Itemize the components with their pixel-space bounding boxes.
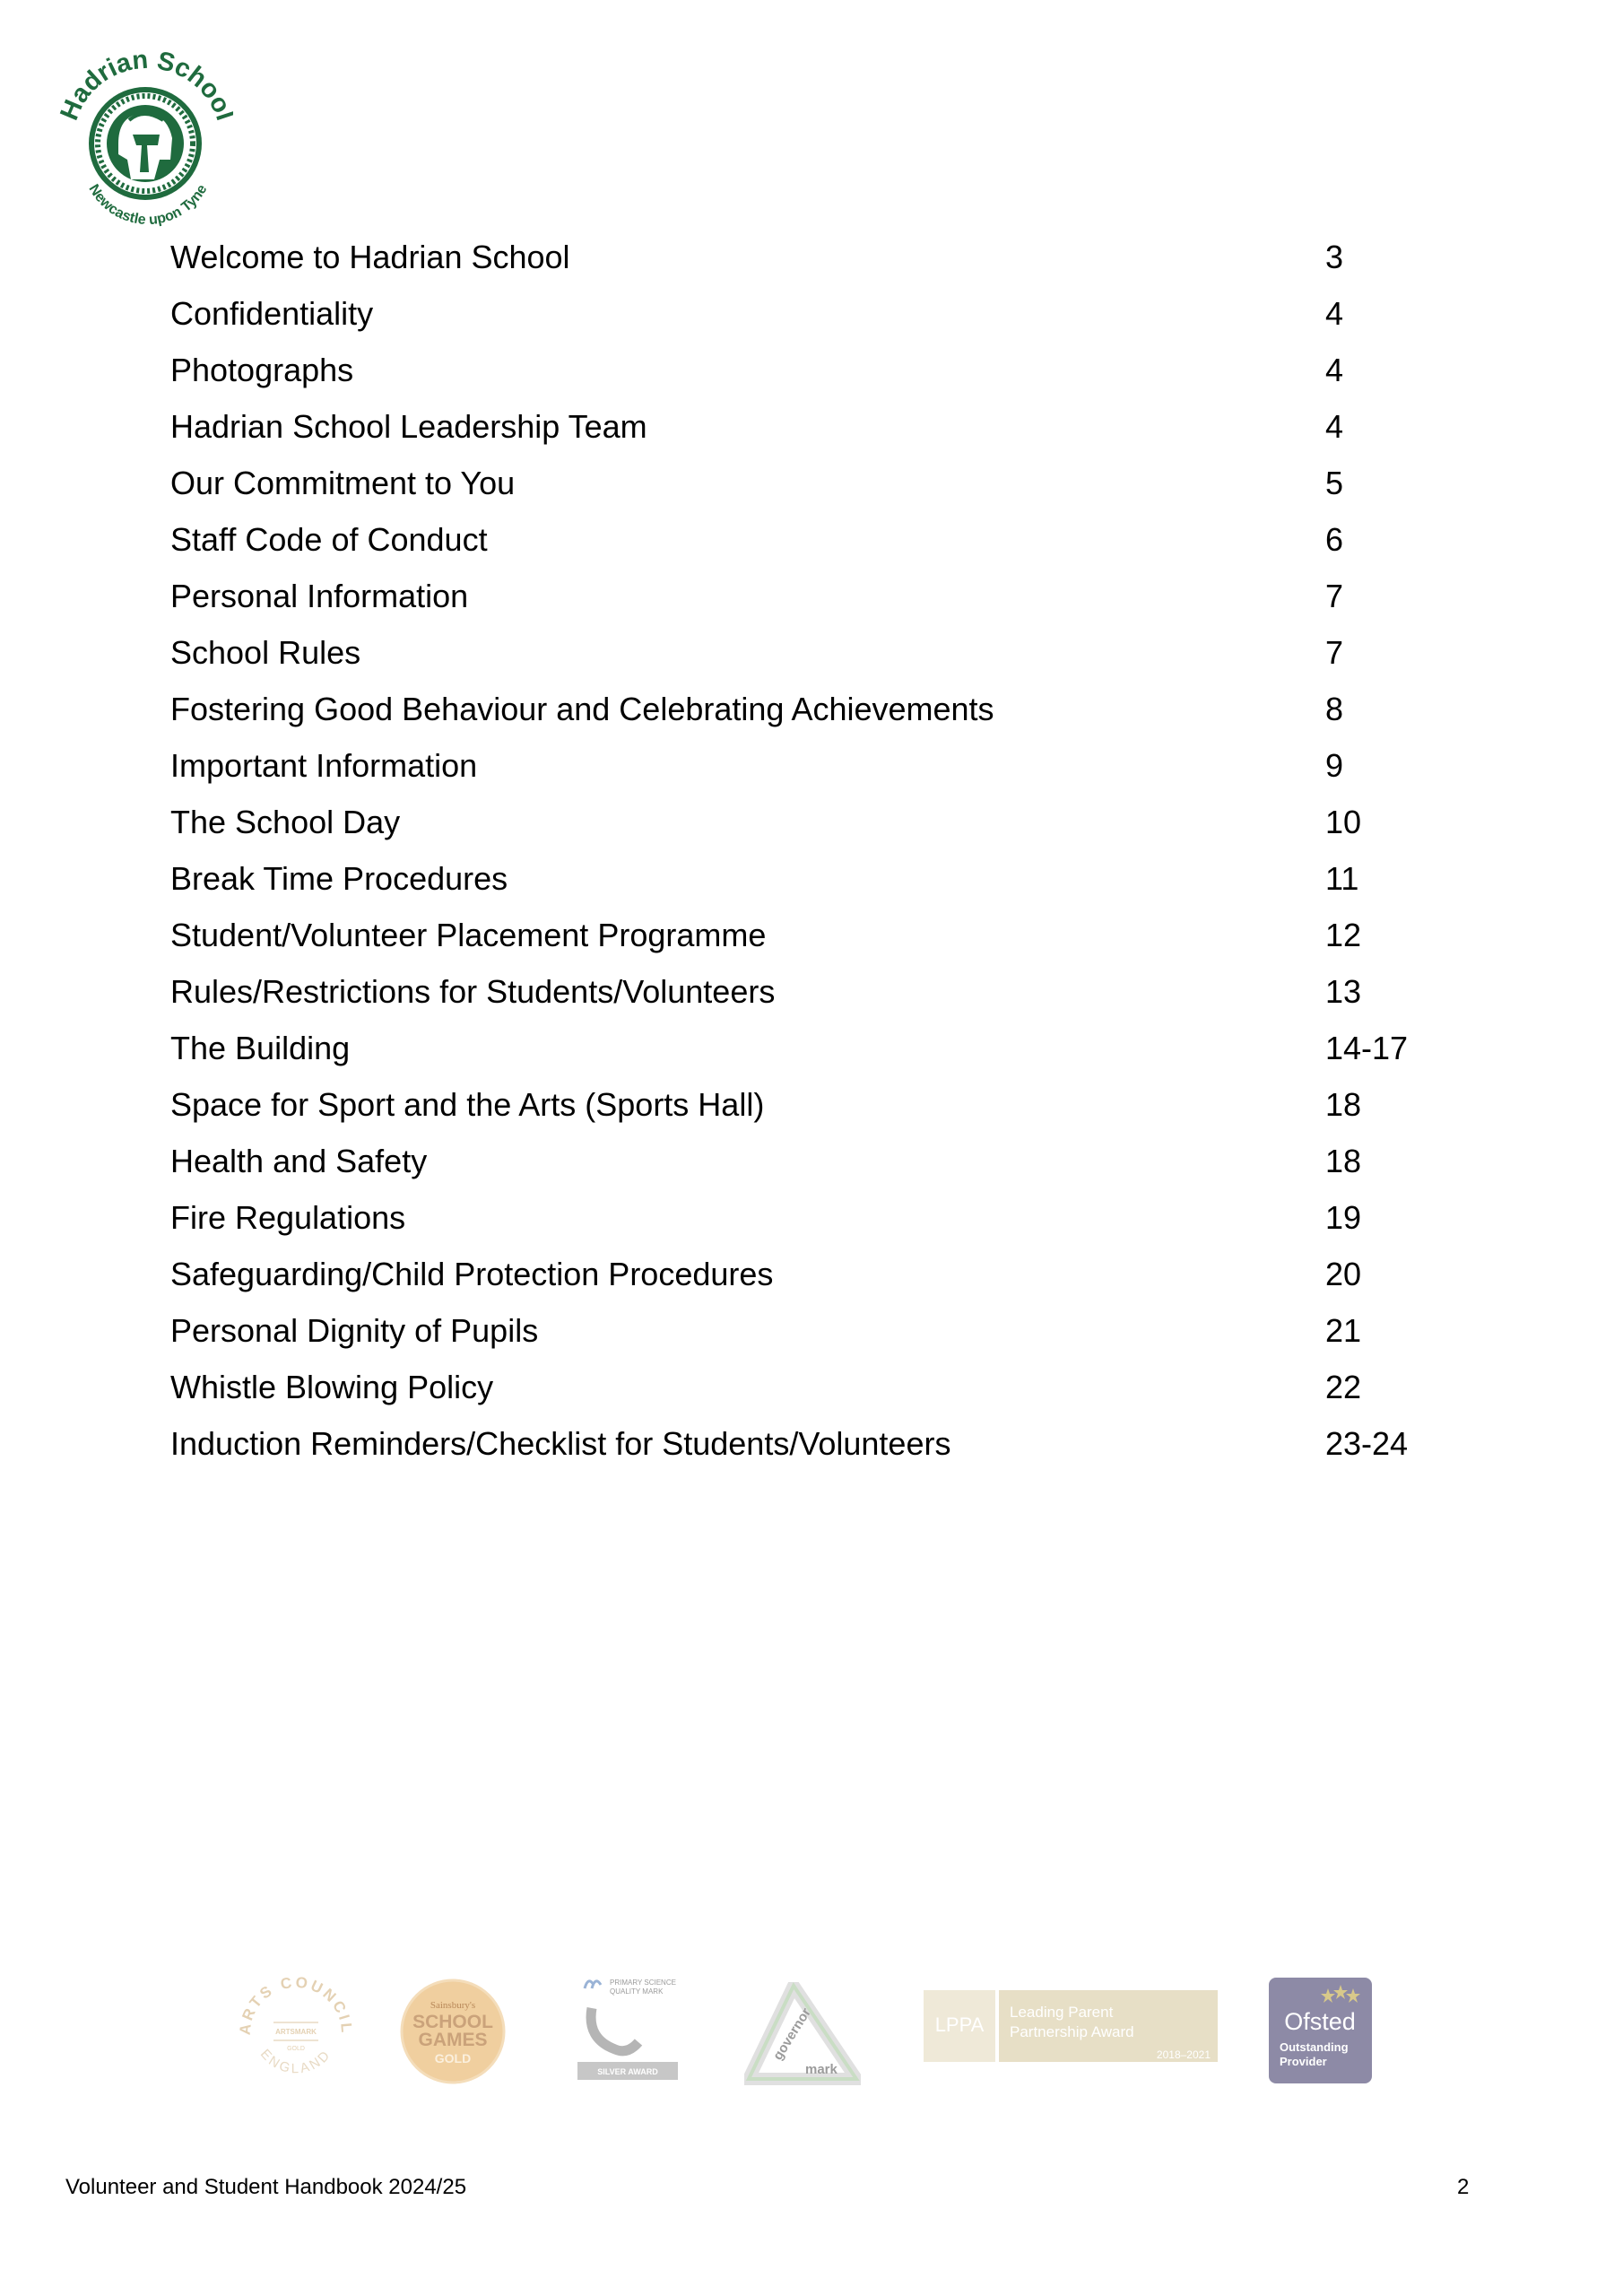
toc-entry: [170, 1415, 1426, 1472]
science-award: SILVER AWARD: [597, 2067, 658, 2076]
toc-entry-page: 23-24: [1325, 1425, 1409, 1462]
toc-entry-title: The Building: [170, 1030, 351, 1066]
toc-entry: [170, 1246, 1426, 1302]
ofsted-line1: Outstanding: [1280, 2040, 1349, 2054]
lppa-abbr: LPPA: [934, 2013, 985, 2036]
arts-council-bottom-text: ENGLAND: [256, 2046, 335, 2077]
toc-entry-page: 10: [1325, 804, 1362, 840]
toc-entry-title: School Rules: [170, 634, 361, 671]
toc-entry: [170, 342, 1426, 398]
science-flask-icon: [585, 1981, 601, 1988]
footer-title: Volunteer and Student Handbook 2024/25: [65, 2175, 467, 2199]
toc-entry-title: Fostering Good Behaviour and Celebrating Achievements: [170, 691, 994, 727]
school-games-line3: GAMES: [418, 2030, 488, 2050]
school-games-line1: Sainsbury's: [430, 2000, 476, 2011]
toc-entry: [170, 568, 1426, 624]
toc-entry-title: Induction Reminders/Checklist for Students/Volunteers: [170, 1425, 951, 1462]
lppa-badge: [924, 1987, 1219, 2085]
toc-entry-title: Break Time Procedures: [170, 860, 508, 897]
toc-entry-title: Photographs: [170, 352, 354, 388]
toc-entry-title: The School Day: [170, 804, 401, 840]
award-badges: [229, 1969, 1394, 2103]
toc-entry-title: Space for Sport and the Arts (Sports Hall): [170, 1086, 765, 1123]
logo-school-name: Hadrian Schoo: [55, 45, 233, 125]
arts-council-top-text: ARTS COUNCIL: [238, 1973, 354, 2036]
toc-entry-page: 4: [1325, 352, 1344, 388]
science-line1: PRIMARY SCIENCE: [610, 1979, 676, 1987]
toc-entry-title: Hadrian School Leadership Team: [170, 408, 647, 445]
toc-entry: [170, 624, 1426, 681]
toc-entry-page: 9: [1325, 747, 1344, 784]
toc-entry: [170, 963, 1426, 1020]
lppa-line2: Partnership Award: [1010, 2023, 1134, 2040]
toc-entry: [170, 850, 1426, 907]
ofsted-name: Ofsted: [1284, 2008, 1356, 2035]
toc-entry: [170, 1302, 1426, 1359]
toc-entry-title: Important Information: [170, 747, 478, 784]
toc-entry-page: 11: [1325, 860, 1359, 897]
toc-entry-title: Staff Code of Conduct: [170, 521, 488, 558]
toc-entry: [170, 455, 1426, 511]
toc-entry: [170, 398, 1426, 455]
helmet-icon: [89, 87, 202, 200]
toc-entry: [170, 907, 1426, 963]
toc-entry: [170, 681, 1426, 737]
toc-entry-page: 12: [1325, 917, 1362, 953]
toc-entry: [170, 1189, 1426, 1246]
toc-entry-title: Health and Safety: [170, 1143, 428, 1179]
toc-entry: [170, 794, 1426, 850]
toc-entry-page: 18: [1325, 1086, 1362, 1123]
toc-entry-page: 4: [1325, 295, 1344, 332]
toc-entry-page: 20: [1325, 1256, 1362, 1292]
toc-entry-page: 13: [1325, 973, 1362, 1010]
toc-entry-title: Safeguarding/Child Protection Procedures: [170, 1256, 774, 1292]
school-games-badge: [399, 1978, 507, 2085]
toc-entry-page: 22: [1325, 1369, 1362, 1405]
lppa-line1: Leading Parent: [1010, 2004, 1114, 2021]
toc-entry-title: Our Commitment to You: [170, 465, 516, 501]
arts-council-badge: [238, 1969, 354, 2085]
toc-entry-page: 4: [1325, 408, 1344, 445]
toc-entry-title: Confidentiality: [170, 295, 374, 332]
toc-entry-page: 7: [1325, 634, 1344, 671]
toc-entry: [170, 1133, 1426, 1189]
toc-entry-title: Whistle Blowing Policy: [170, 1369, 494, 1405]
toc-entry: [170, 1020, 1426, 1076]
science-line2: QUALITY MARK: [610, 1987, 664, 1996]
governor-mark-badge: [744, 1982, 861, 2090]
school-games-line2: SCHOOL: [412, 2012, 493, 2032]
toc-entry-page: 6: [1325, 521, 1344, 558]
toc-entry: [170, 229, 1426, 285]
arts-council-award: GOLD: [287, 2046, 305, 2052]
footer-page-number: 2: [1457, 2175, 1470, 2199]
school-logo: [54, 45, 233, 242]
governor-line1: governor: [769, 2005, 814, 2064]
ofsted-badge: [1269, 1978, 1372, 2083]
toc-entry: [170, 285, 1426, 342]
toc-entry: [170, 1359, 1426, 1415]
toc-entry-page: 5: [1325, 465, 1344, 501]
school-games-award: GOLD: [434, 2051, 472, 2066]
toc-entry-title: Personal Dignity of Pupils: [170, 1312, 539, 1349]
toc-entry-title: Student/Volunteer Placement Programme: [170, 917, 767, 953]
artsmark-text: ARTSMARK: [275, 2028, 317, 2036]
toc-entry-page: 21: [1325, 1312, 1362, 1349]
toc-entry-title: Welcome to Hadrian School: [170, 239, 570, 275]
toc-entry-page: 14-17: [1325, 1030, 1409, 1066]
toc-entry-title: Rules/Restrictions for Students/Volunteers: [170, 973, 776, 1010]
toc-entry-page: 8: [1325, 691, 1344, 727]
toc-entry: [170, 1076, 1426, 1133]
toc-entry-page: 19: [1325, 1199, 1362, 1236]
governor-line2: mark: [805, 2062, 838, 2077]
toc-entry-page: 3: [1325, 239, 1344, 275]
toc-entry-page: 18: [1325, 1143, 1362, 1179]
logo-location: Newcastle upon Tyne: [85, 181, 211, 229]
toc-entry: [170, 737, 1426, 794]
table-of-contents: [170, 229, 1426, 1472]
toc-entry-title: Personal Information: [170, 578, 469, 614]
lppa-years: 2018–2021: [1156, 2048, 1211, 2061]
toc-entry-page: 7: [1325, 578, 1344, 614]
science-quality-mark-badge: [574, 1969, 681, 2094]
toc-entry: [170, 511, 1426, 568]
ofsted-line2: Provider: [1280, 2055, 1327, 2068]
toc-entry-title: Fire Regulations: [170, 1199, 406, 1236]
